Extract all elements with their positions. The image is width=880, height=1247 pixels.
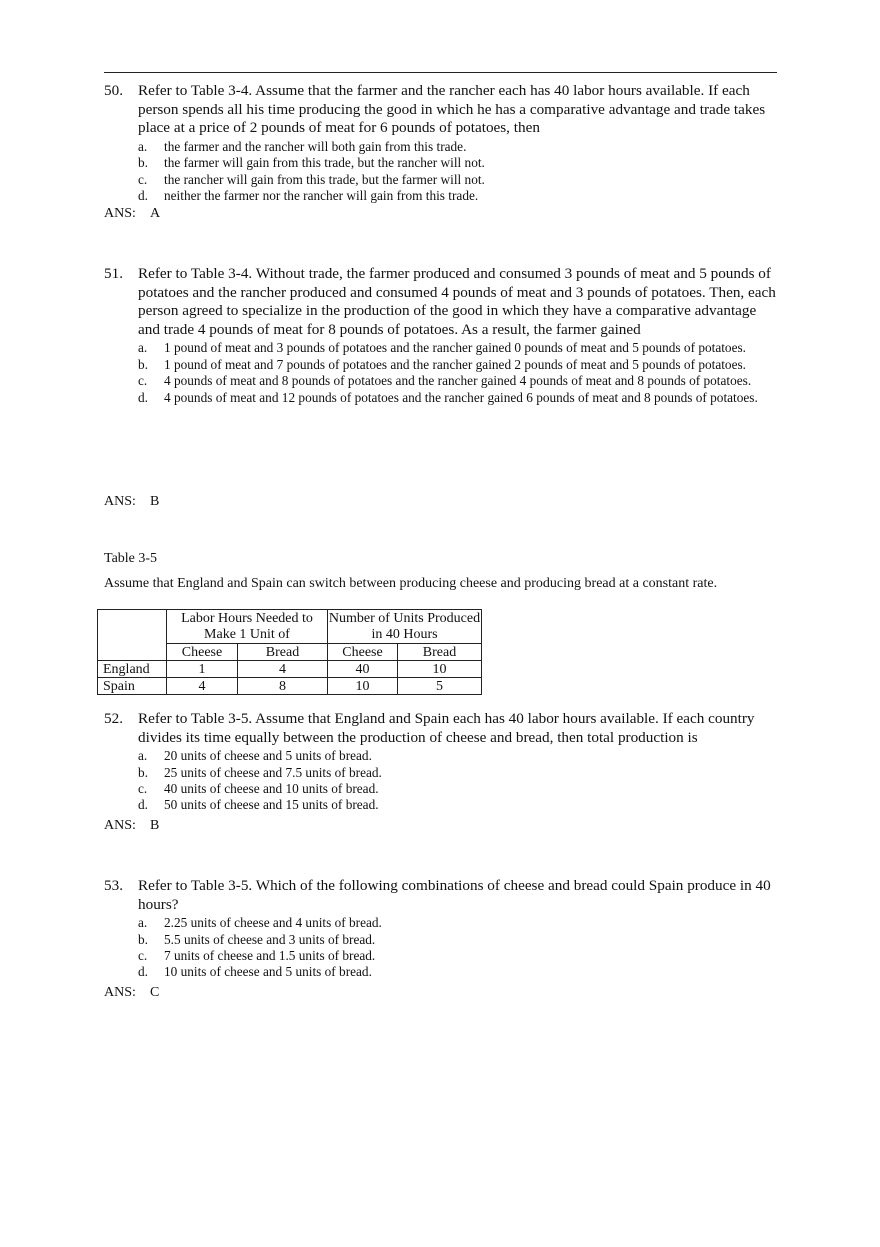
answer-label: ANS: <box>104 818 136 833</box>
question-number: 51. <box>104 265 123 282</box>
table-cell: 8 <box>238 678 328 695</box>
sub-header-cell: Bread <box>238 644 328 661</box>
option-c: c. 40 units of cheese and 10 units of bread. <box>138 781 379 796</box>
question-number: 52. <box>104 710 123 727</box>
row-header-cell: England <box>98 661 167 678</box>
table-cell: 10 <box>328 678 398 695</box>
option-list <box>138 139 776 205</box>
group-header-units-produced: Number of Units Produced in 40 Hours <box>328 610 481 642</box>
option-list <box>138 915 776 981</box>
table-3-5 <box>97 609 482 695</box>
answer-value: A <box>150 206 161 221</box>
table-cell: 10 <box>398 661 482 678</box>
table-cell: 4 <box>167 678 238 695</box>
option-list <box>138 748 776 814</box>
option-b: b. 25 units of cheese and 7.5 units of bread. <box>138 764 382 780</box>
answer-50 <box>104 206 160 222</box>
option-d: d. 50 units of cheese and 15 units of bread. <box>138 797 379 813</box>
option-list <box>138 340 776 406</box>
answer-53 <box>104 985 159 1001</box>
question-number: 53. <box>104 877 123 894</box>
answer-51 <box>104 494 159 510</box>
option-b: b. 1 pound of meat and 7 pounds of potatoes and the rancher gained 2 pounds of meat and 5 pounds of potatoes. <box>138 356 746 372</box>
answer-label: ANS: <box>104 494 136 509</box>
table-cell: 1 <box>167 661 238 678</box>
question-50 <box>104 82 776 204</box>
sub-header-cell: Cheese <box>167 644 238 661</box>
option-d: d. 4 pounds of meat and 12 pounds of potatoes and the rancher gained 6 pounds of meat and 8 pounds of potatoes. <box>138 389 758 405</box>
answer-value: B <box>150 494 160 509</box>
option-d: d. 10 units of cheese and 5 units of bread. <box>138 964 372 980</box>
answer-label: ANS: <box>104 985 136 1000</box>
table-row <box>98 678 482 695</box>
table-caption: Assume that England and Spain can switch between producing cheese and producing bread at a constant rate. <box>104 576 718 591</box>
option-a: a. 20 units of cheese and 5 units of bread. <box>138 748 372 764</box>
question-53 <box>104 877 776 981</box>
table-row <box>98 661 482 678</box>
answer-value: C <box>150 985 160 1000</box>
question-number: 50. <box>104 82 123 99</box>
answer-value: B <box>150 818 160 833</box>
top-rule <box>104 72 777 73</box>
table-cell: 40 <box>328 661 398 678</box>
option-c: c. the rancher will gain from this trade, but the farmer will not. <box>138 171 485 187</box>
option-a: a. 2.25 units of cheese and 4 units of bread. <box>138 915 382 931</box>
question-text: Refer to Table 3-5. Assume that England and Spain each has 40 labor hours available. If each country divides its time equally between the production of cheese and bread, then total production is <box>138 710 755 746</box>
sub-header-cell: Cheese <box>328 644 398 661</box>
option-a: a. 1 pound of meat and 3 pounds of potatoes and the rancher gained 0 pounds of meat and 5 pounds of potatoes. <box>138 340 746 356</box>
table-title: Table 3-5 <box>104 551 158 566</box>
answer-label: ANS: <box>104 206 136 221</box>
table-cell: 5 <box>398 678 482 695</box>
option-b: b. 5.5 units of cheese and 3 units of bread. <box>138 931 376 947</box>
answer-52 <box>104 818 159 834</box>
table-group-header-row <box>98 610 482 644</box>
question-text: Refer to Table 3-4. Assume that the farmer and the rancher each has 40 labor hours available. If each person spends all his time producing the good in which he has a comparative advantage and trade takes place at a price of 2 pounds of meat for 6 pounds of potatoes, then <box>138 82 766 137</box>
option-c: c. 7 units of cheese and 1.5 units of bread. <box>138 948 376 963</box>
question-52 <box>104 710 776 814</box>
question-51 <box>104 265 776 406</box>
group-header-labor-hours: Labor Hours Needed to Make 1 Unit of <box>167 610 328 644</box>
question-text: Refer to Table 3-5. Which of the following combinations of cheese and bread could Spain produce in 40 hours? <box>138 877 771 913</box>
option-b: b. the farmer will gain from this trade, but the rancher will not. <box>138 155 485 171</box>
option-d: d. neither the farmer nor the rancher will gain from this trade. <box>138 188 479 203</box>
option-a: a. the farmer and the rancher will both gain from this trade. <box>138 138 467 154</box>
sub-header-cell: Bread <box>398 644 482 661</box>
table-cell: 4 <box>238 661 328 678</box>
table-corner-cell <box>98 610 167 661</box>
question-text: Refer to Table 3-4. Without trade, the farmer produced and consumed 3 pounds of meat and 5 pounds of potatoes and the rancher produced and consumed 4 pounds of meat and 3 pounds of potatoes. Then, each person agreed to specialize in the production of the good in which they have a comparative advantage and trade 4 pounds of meat for 8 pounds of potatoes. As a result, the farmer gained <box>138 265 776 338</box>
row-header-cell: Spain <box>98 678 167 695</box>
option-c: c. 4 pounds of meat and 8 pounds of potatoes and the rancher gained 4 pounds of meat and 8 pounds of potatoes. <box>138 373 752 389</box>
